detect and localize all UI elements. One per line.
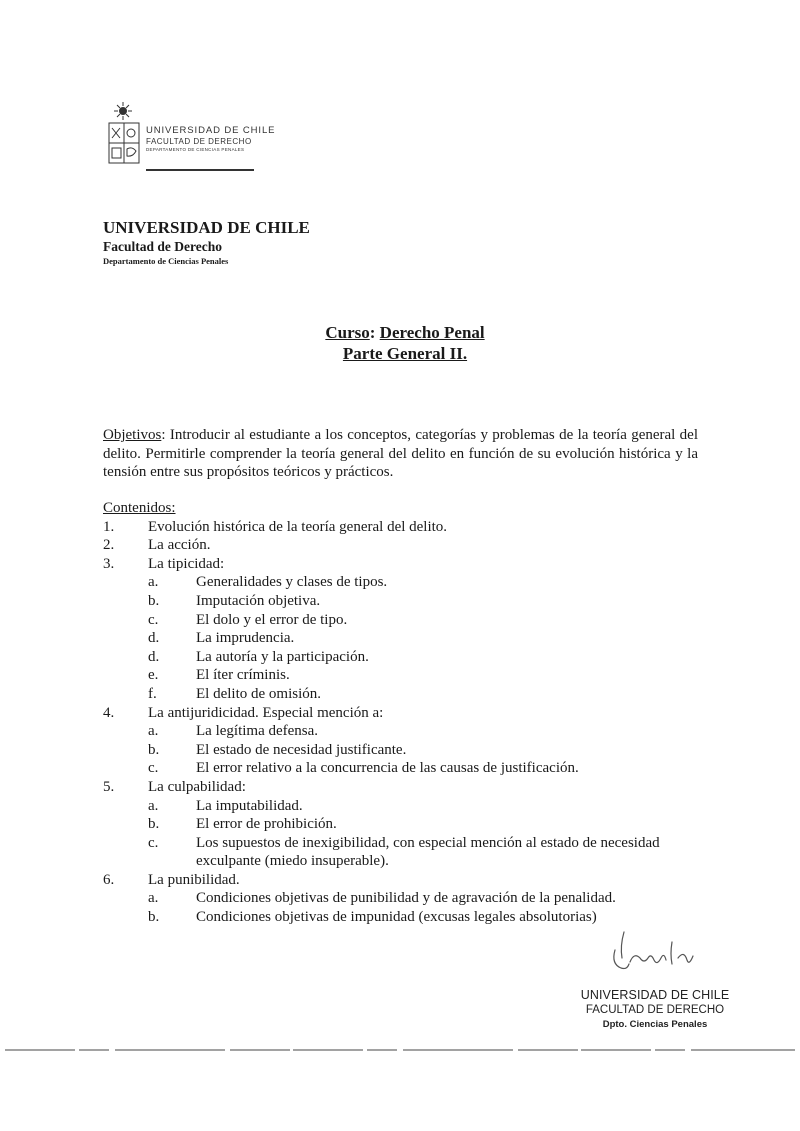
institution-name: UNIVERSIDAD DE CHILE — [103, 218, 310, 237]
course-subtitle: Parte General II. — [342, 344, 468, 363]
item-text: La punibilidad. — [148, 871, 240, 888]
objectives-section: Objetivos: Introducir al estudiante a los conceptos, categorías y problemas de la teoría general del delito. Permitirle comprender la teoría general del delito en función de su evolución histórica y la tensión entre sus propósitos teóricos y prácticos. — [103, 427, 698, 480]
content-subitem — [103, 611, 703, 630]
content-item — [103, 555, 703, 574]
stamp-university: UNIVERSIDAD DE CHILE — [580, 988, 730, 1002]
content-subitem — [103, 592, 703, 611]
subitem-text: Condiciones objetivas de impunidad (excusas legales absolutorias) — [196, 909, 597, 926]
objectives-label: Objetivos — [103, 427, 162, 443]
subitem-text: El íter críminis. — [196, 667, 290, 684]
content-subitem — [103, 741, 703, 760]
logo-underline — [146, 169, 254, 171]
content-item — [103, 704, 703, 723]
content-subitem — [103, 889, 703, 908]
content-subitem — [103, 629, 703, 648]
content-subitem — [103, 908, 703, 927]
content-subitem — [103, 759, 703, 778]
logo-university: UNIVERSIDAD DE CHILE — [146, 125, 276, 136]
subitem-text: La imputabilidad. — [196, 797, 303, 814]
subitem-text: La autoría y la participación. — [196, 648, 369, 665]
stamp-faculty: FACULTAD DE DERECHO — [585, 1004, 725, 1016]
logo-text — [146, 125, 275, 152]
content-item — [103, 536, 703, 555]
faculty-name: Facultad de Derecho — [103, 239, 222, 254]
subitem-letter: a. — [148, 797, 159, 814]
logo-faculty: FACULTAD DE DERECHO — [146, 137, 252, 146]
item-number: 4. — [103, 704, 115, 721]
subitem-letter: f. — [148, 685, 157, 702]
contents-label: Contenidos: — [103, 500, 176, 516]
course-title: Curso: Derecho Penal Parte General II. — [325, 323, 485, 363]
item-text: La antijuridicidad. Especial mención a: — [148, 704, 384, 721]
content-subitem — [103, 573, 703, 592]
stamp-department: Dpto. Ciencias Penales — [602, 1019, 708, 1030]
subitem-letter: b. — [148, 909, 160, 926]
content-item — [103, 518, 703, 537]
objectives-text: Introducir al estudiante a los conceptos, categorías y problemas de la teoría general del delito. Permitirle comprender la teoría general del delito en función de su evolución histórica y la tensión entre sus propósitos teóricos y prácticos. — [103, 427, 698, 480]
subitem-letter: b. — [148, 592, 160, 609]
content-subitem — [103, 648, 703, 667]
item-text: La tipicidad: — [148, 555, 225, 572]
footer-divider — [0, 1047, 800, 1053]
subitem-letter: e. — [148, 667, 159, 684]
subitem-letter: b. — [148, 741, 160, 758]
subitem-text: Imputación objetiva. — [196, 592, 321, 609]
item-number: 1. — [103, 518, 115, 535]
content-item — [103, 778, 703, 797]
subitem-text: La legítima defensa. — [196, 723, 319, 740]
faculty-stamp — [560, 988, 750, 1031]
subitem-letter: d. — [148, 630, 160, 647]
subitem-letter: c. — [148, 834, 159, 851]
subitem-text: La imprudencia. — [196, 630, 295, 647]
subitem-letter: a. — [148, 723, 159, 740]
content-subitem — [103, 722, 703, 741]
subitem-letter: b. — [148, 816, 160, 833]
item-text: Evolución histórica de la teoría general del delito. — [148, 518, 448, 535]
item-number: 5. — [103, 778, 115, 795]
contents-section — [103, 499, 703, 927]
subitem-text: El dolo y el error de tipo. — [196, 611, 348, 628]
subitem-text: El error de prohibición. — [196, 816, 337, 833]
content-subitem — [103, 797, 703, 816]
item-text: La acción. — [148, 537, 211, 554]
signature — [598, 928, 728, 990]
subitem-text: El error relativo a la concurrencia de las causas de justificación. — [196, 760, 579, 777]
content-subitem — [103, 685, 703, 704]
university-logo — [106, 101, 276, 175]
institution-header — [103, 218, 310, 268]
university-seal-icon — [106, 101, 142, 171]
subitem-text: El delito de omisión. — [196, 685, 321, 702]
item-number: 6. — [103, 871, 115, 888]
item-number: 2. — [103, 537, 115, 554]
content-item — [103, 871, 703, 890]
contents-list — [103, 518, 703, 927]
course-name: Derecho Penal — [379, 323, 485, 342]
subitem-letter: c. — [148, 611, 159, 628]
content-subitem — [103, 666, 703, 685]
subitem-text: Los supuestos de inexigibilidad, con especial mención al estado de necesidad exculpante (miedo insuperable). — [196, 834, 660, 870]
subitem-text: Generalidades y clases de tipos. — [196, 574, 388, 591]
department-name: Departamento de Ciencias Penales — [103, 256, 229, 266]
subitem-letter: d. — [148, 648, 160, 665]
item-text: La culpabilidad: — [148, 778, 246, 795]
item-number: 3. — [103, 555, 115, 572]
subitem-text: El estado de necesidad justificante. — [196, 741, 407, 758]
logo-department: DEPARTAMENTO DE CIENCIAS PENALES — [146, 147, 245, 152]
subitem-text: Condiciones objetivas de punibilidad y de agravación de la penalidad. — [196, 890, 616, 907]
subitem-letter: a. — [148, 890, 159, 907]
content-subitem — [103, 815, 703, 834]
content-subitem — [103, 834, 703, 871]
course-label: Curso — [325, 323, 370, 342]
subitem-letter: a. — [148, 574, 159, 591]
subitem-letter: c. — [148, 760, 159, 777]
